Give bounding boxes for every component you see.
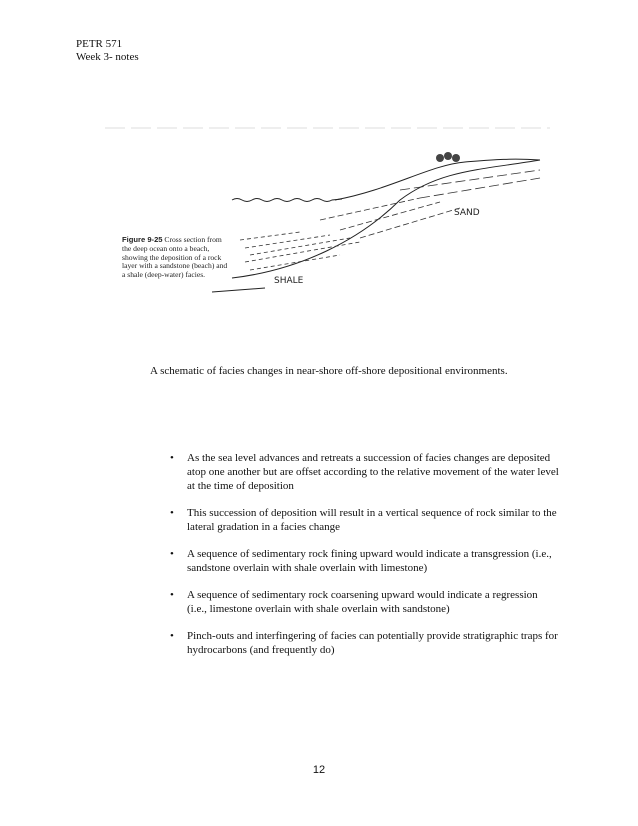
bullet-list [170, 451, 560, 670]
course-code: PETR 571 [76, 38, 123, 50]
figure-number: Figure 9-25 [122, 235, 163, 244]
sand-label: SAND [454, 208, 480, 218]
bullet-item: • A sequence of sedimentary rock coarsening upward would indicate a regression (i.e., limestone overlain with shale overlain with sandstone) [170, 588, 560, 616]
bullet-item: • A sequence of sedimentary rock fining upward would indicate a transgression (i.e., sandstone overlain with shale overlain with limestone) [170, 547, 560, 575]
bullet-item: • Pinch-outs and interfingering of facies can potentially provide stratigraphic traps for hydrocarbons (and frequently do) [170, 629, 560, 657]
bullet-item: • As the sea level advances and retreats a succession of facies changes are deposited atop one another but are offset according to the relative movement of the water level at the time of deposition [170, 451, 560, 493]
week-label: Week 3- notes [76, 51, 139, 63]
page-number: 12 [312, 764, 326, 776]
schematic-caption: A schematic of facies changes in near-shore off-shore depositional environments. [150, 365, 508, 377]
bullet-item: • This succession of deposition will result in a vertical sequence of rock similar to the lateral gradation in a facies change [170, 506, 560, 534]
figure-caption-text: Cross section from the deep ocean onto a beach, showing the deposition of a rock layer with a sandstone (beach) and a shale (deep-water) facies. [122, 235, 228, 280]
figure-caption [122, 236, 232, 280]
shale-label: SHALE [274, 276, 304, 286]
page-header [76, 38, 139, 64]
